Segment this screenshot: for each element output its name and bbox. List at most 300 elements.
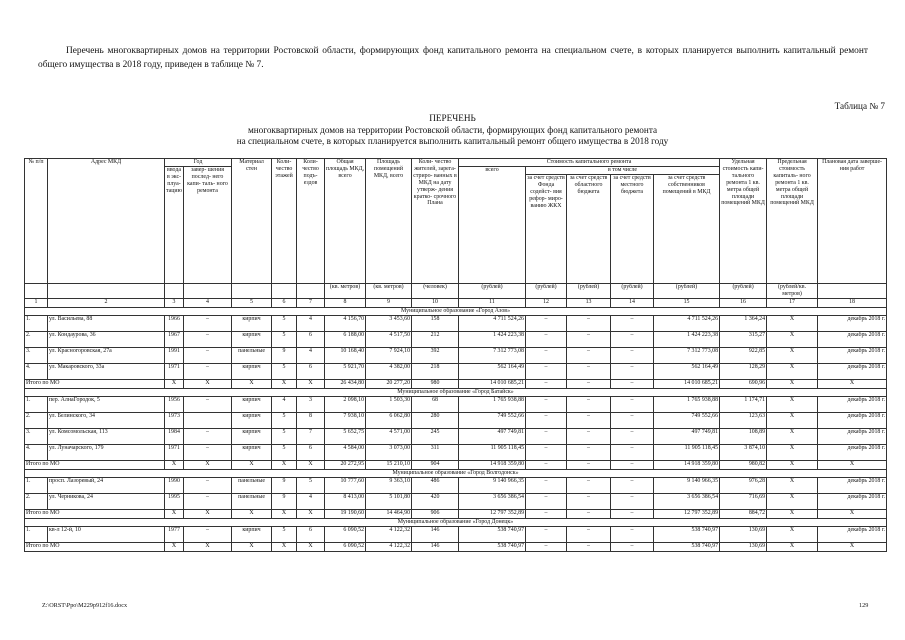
municipality-header: Муниципальное образование «Город Батайск»	[25, 388, 887, 396]
table-cell: –	[611, 526, 654, 542]
table-title: ПЕРЕЧЕНЬ	[429, 113, 476, 123]
table-cell: 123,63	[720, 412, 767, 428]
total-row	[25, 379, 887, 388]
table-cell: 9	[272, 493, 297, 509]
total-cell: 690,96	[720, 379, 767, 388]
unit-cell	[184, 284, 232, 299]
total-cell: –	[567, 509, 611, 518]
table-cell: 3 874,10	[720, 444, 767, 460]
table-cell: –	[526, 428, 567, 444]
table-cell: –	[611, 315, 654, 331]
total-cell: –	[526, 509, 567, 518]
total-cell: X	[232, 509, 272, 518]
table-cell: –	[526, 331, 567, 347]
table-cell: 9 140 966,35	[654, 477, 720, 493]
total-cell: 20 272,95	[325, 460, 366, 469]
total-row	[25, 460, 887, 469]
table-cell: 497 749,81	[459, 428, 526, 444]
table-cell: 5	[272, 412, 297, 428]
table-cell: 1 364,24	[720, 315, 767, 331]
table-cell: 922,85	[720, 347, 767, 363]
table-cell: 3 073,00	[366, 444, 412, 460]
column-number: 17	[767, 298, 818, 307]
table-cell: –	[611, 412, 654, 428]
unit-rub: (рублей)	[567, 284, 611, 299]
table-cell: 1966	[165, 315, 184, 331]
table-cell: 3.	[25, 347, 48, 363]
table-cell: 130,69	[720, 526, 767, 542]
column-number: 15	[654, 298, 720, 307]
table-row	[25, 347, 887, 363]
file-path: Z:\ORST\Ppo\M229p912f16.docx	[42, 602, 128, 609]
table-cell: декабрь 2018 г.	[818, 526, 887, 542]
table-cell: –	[184, 444, 232, 460]
table-cell: декабрь 2018 г.	[818, 493, 887, 509]
table-cell: 1991	[165, 347, 184, 363]
houses-table	[24, 158, 887, 552]
table-cell: декабрь 2018 г.	[818, 444, 887, 460]
table-cell: 5	[272, 444, 297, 460]
table-cell: панельные	[232, 493, 272, 509]
total-cell: 20 277,20	[366, 379, 412, 388]
table-cell: декабрь 2018 г.	[818, 428, 887, 444]
table-cell: 6	[297, 444, 325, 460]
page-number: 129	[859, 602, 869, 609]
table-cell: 1977	[165, 526, 184, 542]
table-cell: 4 517,50	[366, 331, 412, 347]
table-cell: 716,69	[720, 493, 767, 509]
table-cell: –	[567, 363, 611, 379]
table-cell: 9 140 966,35	[459, 477, 526, 493]
table-cell: 976,28	[720, 477, 767, 493]
total-cell: Итого по МО	[25, 379, 165, 388]
unit-rub: (рублей)	[611, 284, 654, 299]
total-cell: Итого по МО	[25, 460, 165, 469]
table-cell: кирпич	[232, 315, 272, 331]
table-cell: 3.	[25, 428, 48, 444]
table-cell: 311	[412, 444, 459, 460]
table-cell: 2.	[25, 412, 48, 428]
table-cell: X	[767, 526, 818, 542]
total-cell: 14 010 685,21	[459, 379, 526, 388]
table-cell: ул. Комсомольская, 113	[48, 428, 165, 444]
table-cell: 1973	[165, 412, 184, 428]
column-number: 18	[818, 298, 887, 307]
table-cell: X	[767, 363, 818, 379]
unit-cell	[25, 284, 48, 299]
table-subtitle-2: на специальном счете, в которых планируется выполнить капитальный ремонт общего имущества в 2018 году	[236, 136, 669, 146]
table-row	[25, 526, 887, 542]
table-cell: 7 312 773,08	[459, 347, 526, 363]
unit-cell	[48, 284, 165, 299]
total-cell: X	[165, 379, 184, 388]
total-cell: X	[232, 460, 272, 469]
table-cell: 4 382,00	[366, 363, 412, 379]
table-cell: –	[526, 444, 567, 460]
column-number: 9	[366, 298, 412, 307]
table-cell: –	[526, 477, 567, 493]
table-cell: 5	[272, 526, 297, 542]
total-cell: 538 740,97	[654, 542, 720, 551]
table-cell: 1 174,71	[720, 396, 767, 412]
total-cell: –	[526, 379, 567, 388]
total-cell: X	[232, 542, 272, 551]
table-cell: 1990	[165, 477, 184, 493]
hdr-floors: Коли- чество этажей	[272, 159, 297, 284]
column-number: 4	[184, 298, 232, 307]
total-cell: –	[567, 379, 611, 388]
table-cell: 1967	[165, 331, 184, 347]
unit-sqm: (кв. метров)	[325, 284, 366, 299]
table-cell: 392	[412, 347, 459, 363]
total-cell: Итого по МО	[25, 542, 165, 551]
table-cell	[184, 412, 232, 428]
hdr-residents: Коли- чество жителей, зарега- стриро- ванных в МКД на дату утверж- дения кратко- срочного Плана	[412, 159, 459, 284]
table-cell: 4 711 524,26	[459, 315, 526, 331]
table-cell: 1.	[25, 526, 48, 542]
hdr-num: № п/п	[25, 159, 48, 284]
total-cell: X	[297, 460, 325, 469]
total-cell: 130,69	[720, 542, 767, 551]
unit-people: (человек)	[412, 284, 459, 299]
table-cell: 9	[272, 477, 297, 493]
table-cell: –	[184, 363, 232, 379]
total-cell: 980,82	[720, 460, 767, 469]
column-number: 8	[325, 298, 366, 307]
table-cell: 5	[297, 477, 325, 493]
table-cell: 6	[297, 331, 325, 347]
column-number: 11	[459, 298, 526, 307]
table-cell: 7 938,10	[325, 412, 366, 428]
total-cell: –	[526, 460, 567, 469]
table-cell: –	[184, 315, 232, 331]
table-cell: 1.	[25, 315, 48, 331]
hdr-regional: за счет средств областного бюджета	[567, 175, 611, 284]
total-cell: –	[611, 379, 654, 388]
table-cell: 10 777,60	[325, 477, 366, 493]
table-subtitle-1: многоквартирных домов на территории Ростовской области, формирующих фонд капитального ремонта	[247, 125, 658, 135]
total-cell: 14 010 685,21	[654, 379, 720, 388]
hdr-unit-cost: Удельная стоимость капи- тального ремонта 1 кв. метра общей площади помещений МКД	[720, 159, 767, 284]
unit-cell	[297, 284, 325, 299]
table-cell: 6 188,00	[325, 331, 366, 347]
table-cell: 5 652,75	[325, 428, 366, 444]
table-cell: –	[184, 331, 232, 347]
total-cell: –	[611, 542, 654, 551]
table-cell: 158	[412, 315, 459, 331]
table-cell: 280	[412, 412, 459, 428]
table-cell: декабрь 2018 г.	[818, 315, 887, 331]
total-cell: –	[567, 542, 611, 551]
table-cell: 1971	[165, 444, 184, 460]
table-cell: 3 656 386,54	[459, 493, 526, 509]
table-cell: 4	[297, 493, 325, 509]
table-cell: 5	[272, 331, 297, 347]
table-cell: ул. Макаровского, 33а	[48, 363, 165, 379]
municipality-header: Муниципальное образование «Город Волгодонск»	[25, 469, 887, 477]
total-cell: X	[272, 460, 297, 469]
table-cell: 4	[272, 396, 297, 412]
table-cell: 562 164,49	[459, 363, 526, 379]
table-cell: –	[611, 444, 654, 460]
table-cell: ул. Луначарского, 179	[48, 444, 165, 460]
table-cell: –	[526, 412, 567, 428]
column-number: 1	[25, 298, 48, 307]
table-cell: 6 090,52	[325, 526, 366, 542]
table-cell: 3 656 386,54	[654, 493, 720, 509]
table-cell: X	[767, 396, 818, 412]
table-cell: ул. Белинского, 34	[48, 412, 165, 428]
hdr-entrances: Коли- чество подъ- ездов	[297, 159, 325, 284]
hdr-limit-cost: Предельная стоимость капиталь- ного ремонта 1 кв. метра общей площади помещений МКД	[767, 159, 818, 284]
hdr-cost: Стоимость капитального ремонта	[459, 159, 720, 167]
table-cell: 5 101,80	[366, 493, 412, 509]
total-cell: X	[232, 379, 272, 388]
total-cell: 14 464,90	[366, 509, 412, 518]
table-cell: 1956	[165, 396, 184, 412]
table-cell: 5	[272, 315, 297, 331]
table-cell: –	[184, 347, 232, 363]
table-cell: 4 711 524,26	[654, 315, 720, 331]
table-cell: 1 503,30	[366, 396, 412, 412]
table-cell: 7 312 773,08	[654, 347, 720, 363]
table-cell: 10 168,40	[325, 347, 366, 363]
table-cell: X	[767, 412, 818, 428]
total-cell: X	[297, 542, 325, 551]
table-cell: 1 765 938,88	[654, 396, 720, 412]
unit-rub: (рублей)	[459, 284, 526, 299]
total-cell: 19 190,60	[325, 509, 366, 518]
table-cell: 7	[297, 428, 325, 444]
total-cell: X	[184, 509, 232, 518]
table-cell: 315,27	[720, 331, 767, 347]
hdr-local: за счет средств местного бюджета	[611, 175, 654, 284]
table-cell: X	[767, 444, 818, 460]
total-cell: X	[767, 542, 818, 551]
table-cell: –	[184, 477, 232, 493]
table-cell: декабрь 2018 г.	[818, 347, 887, 363]
hdr-year-in: ввода в экс- плуа- тацию	[165, 167, 184, 284]
table-cell: 2.	[25, 331, 48, 347]
total-cell: 904	[412, 460, 459, 469]
total-cell: 906	[412, 509, 459, 518]
column-number: 13	[567, 298, 611, 307]
table-cell: 68	[412, 396, 459, 412]
table-cell: X	[767, 477, 818, 493]
table-cell: –	[184, 493, 232, 509]
column-number: 2	[48, 298, 165, 307]
total-cell: X	[767, 379, 818, 388]
column-number: 10	[412, 298, 459, 307]
table-cell: 4 156,70	[325, 315, 366, 331]
unit-rub-sqm: (рублей/кв. метров)	[767, 284, 818, 299]
table-cell: 11 905 118,45	[459, 444, 526, 460]
table-cell: 1 765 938,88	[459, 396, 526, 412]
total-cell: X	[184, 379, 232, 388]
total-row	[25, 509, 887, 518]
municipality-header: Муниципальное образование «Город Азов»	[25, 307, 887, 315]
total-cell: –	[611, 460, 654, 469]
table-cell: –	[526, 396, 567, 412]
table-cell: 4 122,32	[366, 526, 412, 542]
total-cell: X	[165, 460, 184, 469]
total-cell: X	[272, 509, 297, 518]
table-cell: декабрь 2018 г.	[818, 331, 887, 347]
column-number: 3	[165, 298, 184, 307]
table-row	[25, 396, 887, 412]
total-cell: X	[818, 460, 887, 469]
table-cell: 11 905 118,45	[654, 444, 720, 460]
table-cell: –	[184, 526, 232, 542]
total-cell: X	[297, 509, 325, 518]
unit-sqm: (кв. метров)	[366, 284, 412, 299]
unit-cell	[818, 284, 887, 299]
table-cell: –	[611, 493, 654, 509]
total-cell: X	[818, 509, 887, 518]
table-cell: 1995	[165, 493, 184, 509]
total-cell: X	[165, 509, 184, 518]
table-cell: –	[611, 396, 654, 412]
table-row	[25, 363, 887, 379]
hdr-total: всего	[459, 167, 526, 284]
hdr-address: Адрес МКД	[48, 159, 165, 284]
column-number: 16	[720, 298, 767, 307]
table-cell: кирпич	[232, 331, 272, 347]
unit-cell	[165, 284, 184, 299]
table-cell: –	[567, 526, 611, 542]
table-cell: 749 552,66	[459, 412, 526, 428]
table-cell: ул. Кондаурова, 36	[48, 331, 165, 347]
table-row	[25, 477, 887, 493]
total-cell: 538 740,97	[459, 542, 526, 551]
total-cell: X	[272, 379, 297, 388]
table-cell: –	[526, 315, 567, 331]
table-cell: 749 552,66	[654, 412, 720, 428]
total-cell: X	[818, 542, 887, 551]
table-cell: 4	[297, 315, 325, 331]
total-cell: 146	[412, 542, 459, 551]
column-number: 7	[297, 298, 325, 307]
table-row	[25, 412, 887, 428]
table-cell: –	[611, 363, 654, 379]
table-cell: ул. Красногоровская, 27а	[48, 347, 165, 363]
table-cell: 3	[297, 396, 325, 412]
table-cell: 1 424 223,38	[459, 331, 526, 347]
hdr-owners: за счет средств собственников помещений в МКД	[654, 175, 720, 284]
table-cell: 6	[297, 363, 325, 379]
table-cell: 9 363,10	[366, 477, 412, 493]
table-cell: 420	[412, 493, 459, 509]
table-cell: –	[567, 428, 611, 444]
total-cell: X	[184, 460, 232, 469]
table-cell: пер. АлнаГородок, 5	[48, 396, 165, 412]
table-cell: кирпич	[232, 526, 272, 542]
total-cell: 4 122,32	[366, 542, 412, 551]
table-cell: 538 740,97	[459, 526, 526, 542]
total-cell: 26 434,80	[325, 379, 366, 388]
hdr-area-rooms: Площадь помещений МКД, всего	[366, 159, 412, 284]
table-cell: –	[567, 444, 611, 460]
total-cell: X	[767, 509, 818, 518]
table-cell: кирпич	[232, 444, 272, 460]
hdr-material: Материал стен	[232, 159, 272, 284]
total-cell: 980	[412, 379, 459, 388]
total-cell: 884,72	[720, 509, 767, 518]
table-cell: 1 424 223,38	[654, 331, 720, 347]
total-cell: –	[526, 542, 567, 551]
table-cell: 6	[297, 526, 325, 542]
table-cell: 5 921,70	[325, 363, 366, 379]
unit-rub: (рублей)	[720, 284, 767, 299]
table-cell: –	[184, 428, 232, 444]
table-cell: X	[767, 331, 818, 347]
table-cell: 1.	[25, 477, 48, 493]
table-row	[25, 331, 887, 347]
table-cell: –	[184, 396, 232, 412]
table-cell: –	[567, 347, 611, 363]
table-cell: декабрь 2018 г.	[818, 396, 887, 412]
total-cell: X	[272, 542, 297, 551]
table-cell: ул. Черникова, 24	[48, 493, 165, 509]
table-cell: 1971	[165, 363, 184, 379]
table-cell: 2 098,10	[325, 396, 366, 412]
table-cell: 2.	[25, 493, 48, 509]
table-cell: 1984	[165, 428, 184, 444]
table-cell: –	[611, 331, 654, 347]
column-number: 6	[272, 298, 297, 307]
table-cell: X	[767, 315, 818, 331]
hdr-year-end: завер- шения послед- него капи- таль- ного ремонта	[184, 167, 232, 284]
table-cell: 7 924,10	[366, 347, 412, 363]
table-cell: 8	[297, 412, 325, 428]
table-cell: –	[611, 477, 654, 493]
table-row	[25, 428, 887, 444]
total-cell: X	[165, 542, 184, 551]
table-cell: 212	[412, 331, 459, 347]
table-cell: 497 749,81	[654, 428, 720, 444]
table-cell: декабрь 2018 г.	[818, 412, 887, 428]
table-cell: X	[767, 428, 818, 444]
total-cell: 6 090,52	[325, 542, 366, 551]
table-cell: 8 413,00	[325, 493, 366, 509]
table-cell: –	[526, 526, 567, 542]
table-cell: 9	[272, 347, 297, 363]
table-cell: –	[567, 396, 611, 412]
municipality-header: Муниципальное образование «Город Донецк»	[25, 518, 887, 526]
total-cell: 14 918 359,80	[459, 460, 526, 469]
table-cell: 4.	[25, 363, 48, 379]
table-cell: 128,29	[720, 363, 767, 379]
table-cell: 1.	[25, 396, 48, 412]
table-cell: –	[526, 347, 567, 363]
table-cell: –	[567, 477, 611, 493]
table-row	[25, 444, 887, 460]
column-number: 12	[526, 298, 567, 307]
table-cell: 562 164,49	[654, 363, 720, 379]
table-cell: панельные	[232, 347, 272, 363]
table-cell: кв-л 12-й, 10	[48, 526, 165, 542]
table-cell: 486	[412, 477, 459, 493]
total-cell: X	[767, 460, 818, 469]
table-cell: –	[611, 428, 654, 444]
total-cell: 12 797 352,89	[654, 509, 720, 518]
total-cell: 14 918 359,80	[654, 460, 720, 469]
hdr-plan-date: Плановая дата заверше- ния работ	[818, 159, 887, 284]
table-cell: ул. Васильева, 88	[48, 315, 165, 331]
total-cell: 12 797 352,89	[459, 509, 526, 518]
table-cell: декабрь 2018 г.	[818, 363, 887, 379]
table-cell: 6 062,80	[366, 412, 412, 428]
